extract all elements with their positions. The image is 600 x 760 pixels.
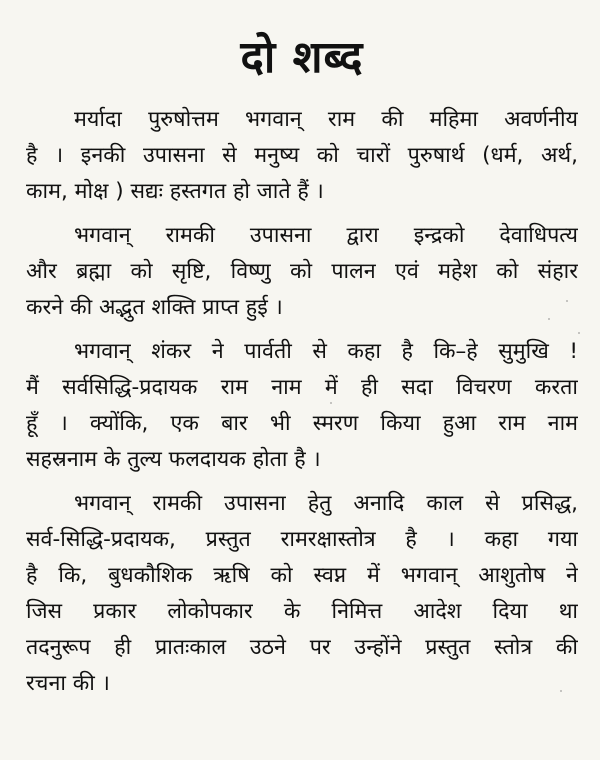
scan-speckle <box>560 690 562 692</box>
text-line: है । इनकी उपासना से मनुष्य को चारों पुरुषार्थ (धर्म, अर्थ, <box>26 143 578 168</box>
text-line: रचना की । <box>26 671 110 696</box>
paragraph-2 <box>26 218 578 326</box>
text-line: सहस्रनाम के तुल्य फलदायक होता है । <box>26 447 321 472</box>
scan-speckle <box>330 402 332 404</box>
text-line: काम, मोक्ष ) सद्यः हस्तगत हो जाते हैं । <box>26 179 324 204</box>
scan-speckle <box>578 332 580 334</box>
text-line: करने की अद्भुत शक्ति प्राप्त हुई । <box>26 295 283 320</box>
paragraph-3 <box>26 334 578 478</box>
text-line: जिस प्रकार लोकोपकार के निमित्त आदेश दिया था <box>26 599 578 624</box>
text-line: तदनुरूप ही प्रातःकाल उठने पर उन्होंने प्रस्तुत स्तोत्र की <box>26 635 578 660</box>
text-line: मर्यादा पुरुषोत्तम भगवान् राम की महिमा अवर्णनीय <box>74 107 578 132</box>
paragraph-1 <box>26 102 578 210</box>
text-line: और ब्रह्मा को सृष्टि, विष्णु को पालन एवं महेश को संहार <box>26 259 578 284</box>
text-line: मैं सर्वसिद्धि-प्रदायक राम नाम में ही सदा विचरण करता <box>26 375 578 400</box>
text-line: भगवान् रामकी उपासना द्वारा इन्द्रको देवाधिपत्य <box>74 223 578 248</box>
text-line: भगवान् शंकर ने पार्वती से कहा है कि–हे सुमुखि ! <box>74 339 578 364</box>
page-title: दो शब्द <box>240 32 364 83</box>
scan-speckle <box>548 318 550 320</box>
text-line: सर्व-सिद्धि-प्रदायक, प्रस्तुत रामरक्षास्तोत्र है । कहा गया <box>26 527 578 552</box>
text-line: है कि, बुधकौशिक ऋषि को स्वप्न में भगवान् आशुतोष ने <box>26 563 578 588</box>
scan-speckle <box>566 300 568 302</box>
text-line: भगवान् रामकी उपासना हेतु अनादि काल से प्रसिद्ध, <box>74 491 578 516</box>
paragraph-4 <box>26 486 578 702</box>
text-line: हूँ । क्योंकि, एक बार भी स्मरण किया हुआ राम नाम <box>26 411 578 436</box>
